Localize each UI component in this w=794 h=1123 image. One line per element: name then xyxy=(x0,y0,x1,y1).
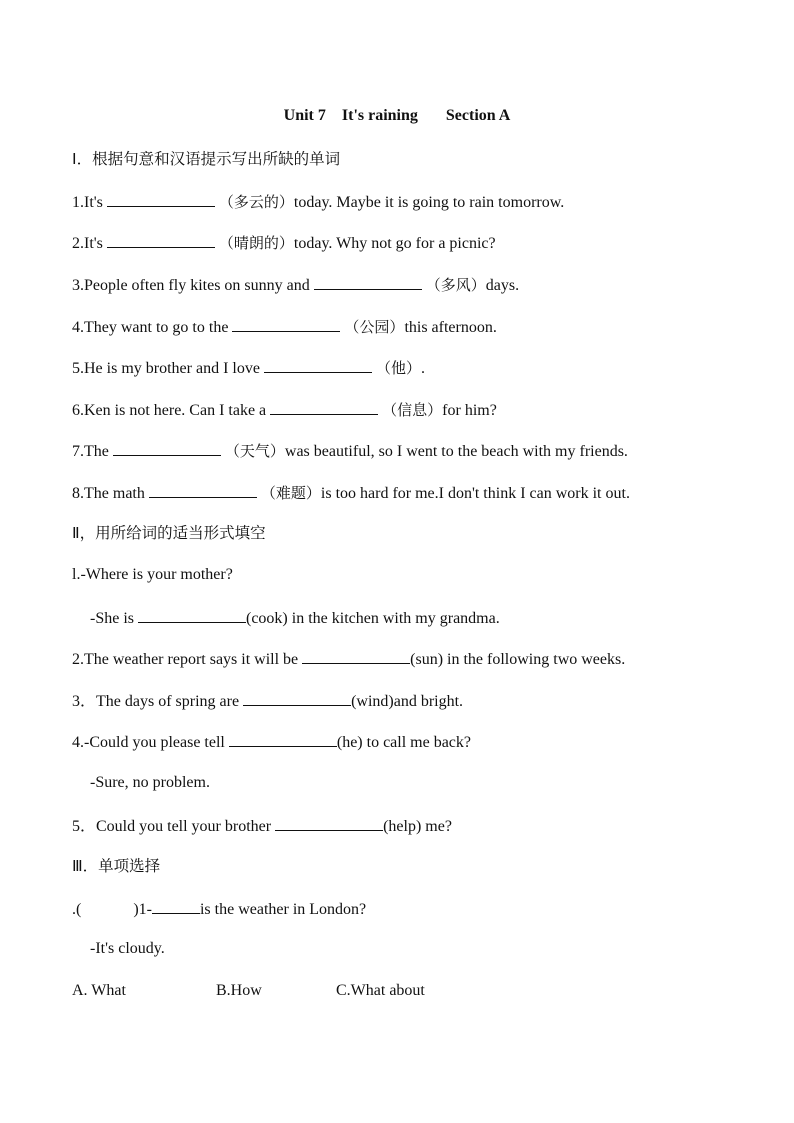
option-a[interactable]: A. What xyxy=(72,982,126,999)
question-2-4 xyxy=(72,731,471,753)
option-c[interactable]: C.What about xyxy=(336,982,425,999)
question-text: 1.It's xyxy=(72,194,107,211)
question-text: 3.People often fly kites on sunny and xyxy=(72,277,314,294)
question-text: 6.Ken is not here. Can I take a xyxy=(72,402,271,419)
chinese-hint: （信息） xyxy=(382,401,443,419)
answer-blank[interactable] xyxy=(113,440,221,456)
question-1-4 xyxy=(72,316,497,338)
question-2-5 xyxy=(72,815,452,837)
section-2-heading: Ⅱ，用所给词的适当形式填空 xyxy=(72,524,266,542)
answer-blank[interactable] xyxy=(149,482,257,498)
question-text: (help) me? xyxy=(383,818,452,835)
question-text: 7.The xyxy=(72,443,113,460)
question-2-1: l.-Where is your mother? xyxy=(72,566,233,583)
question-3-1-answer: -It's cloudy. xyxy=(90,940,165,957)
question-text: this afternoon. xyxy=(404,319,497,336)
answer-blank[interactable] xyxy=(243,690,351,706)
question-text: days. xyxy=(485,277,520,294)
question-text: (cook) in the kitchen with my grandma. xyxy=(246,610,500,627)
question-text: 4.-Could you please tell xyxy=(72,734,229,751)
answer-blank[interactable] xyxy=(138,607,246,623)
question-text: is the weather in London? xyxy=(199,901,367,918)
question-1-8 xyxy=(72,482,630,504)
question-text: 5．Could you tell your brother xyxy=(72,818,276,835)
question-text: today. Maybe it is going to rain tomorrow. xyxy=(293,194,565,211)
chinese-hint: （晴朗的） xyxy=(218,234,294,252)
question-1-5 xyxy=(72,357,425,379)
question-text: today. Why not go for a picnic? xyxy=(293,235,496,252)
question-1-1 xyxy=(72,191,564,213)
question-text: . xyxy=(420,360,425,377)
paren-open: .( xyxy=(72,901,82,918)
chinese-hint: （公园） xyxy=(344,318,405,336)
question-3-1 xyxy=(72,898,366,920)
chinese-hint: （多云的） xyxy=(218,193,294,211)
chinese-hint: （他） xyxy=(375,359,421,377)
question-text: 2.It's xyxy=(72,235,107,252)
question-text: for him? xyxy=(442,402,497,419)
question-text: 2.The weather report says it will be xyxy=(72,651,303,668)
section-3-heading: Ⅲ．单项选择 xyxy=(72,857,161,875)
question-2-1-answer xyxy=(90,607,500,629)
question-1-2 xyxy=(72,232,496,254)
answer-blank[interactable] xyxy=(229,731,337,747)
answer-blank[interactable] xyxy=(264,357,372,373)
question-1-7 xyxy=(72,440,628,462)
question-2-4-answer: -Sure, no problem. xyxy=(90,774,210,791)
chinese-hint: （天气） xyxy=(224,442,285,460)
option-b[interactable]: B.How xyxy=(216,982,262,999)
answer-blank[interactable] xyxy=(314,274,422,290)
question-text: (wind)and bright. xyxy=(351,693,464,710)
question-1-3 xyxy=(72,274,519,296)
answer-blank[interactable] xyxy=(302,648,410,664)
question-text: 5.He is my brother and I love xyxy=(72,360,264,377)
question-number: )1- xyxy=(133,901,152,918)
question-text: was beautiful, so I went to the beach with my friends. xyxy=(284,443,628,460)
question-text: 3．The days of spring are xyxy=(72,693,244,710)
question-text: is too hard for me.I don't think I can work it out. xyxy=(320,485,630,502)
section-1-heading: I．根据句意和汉语提示写出所缺的单词 xyxy=(72,150,341,168)
answer-blank[interactable] xyxy=(270,399,378,415)
chinese-hint: （难题） xyxy=(260,484,321,502)
question-text: -She is xyxy=(90,610,138,627)
answer-blank[interactable] xyxy=(152,898,200,914)
question-text: (he) to call me back? xyxy=(336,734,472,751)
page-title: Unit 7 It's raining Section A xyxy=(283,107,511,124)
question-2-3 xyxy=(72,690,463,712)
answer-blank[interactable] xyxy=(107,232,215,248)
question-text: 8.The math xyxy=(72,485,149,502)
answer-blank[interactable] xyxy=(107,191,215,207)
question-text: 4.They want to go to the xyxy=(72,319,233,336)
answer-blank[interactable] xyxy=(275,815,383,831)
answer-blank[interactable] xyxy=(232,316,340,332)
question-text: (sun) in the following two weeks. xyxy=(410,651,626,668)
chinese-hint: （多风） xyxy=(425,276,486,294)
options-row xyxy=(72,981,425,1001)
question-2-2 xyxy=(72,648,625,670)
question-1-6 xyxy=(72,399,497,421)
